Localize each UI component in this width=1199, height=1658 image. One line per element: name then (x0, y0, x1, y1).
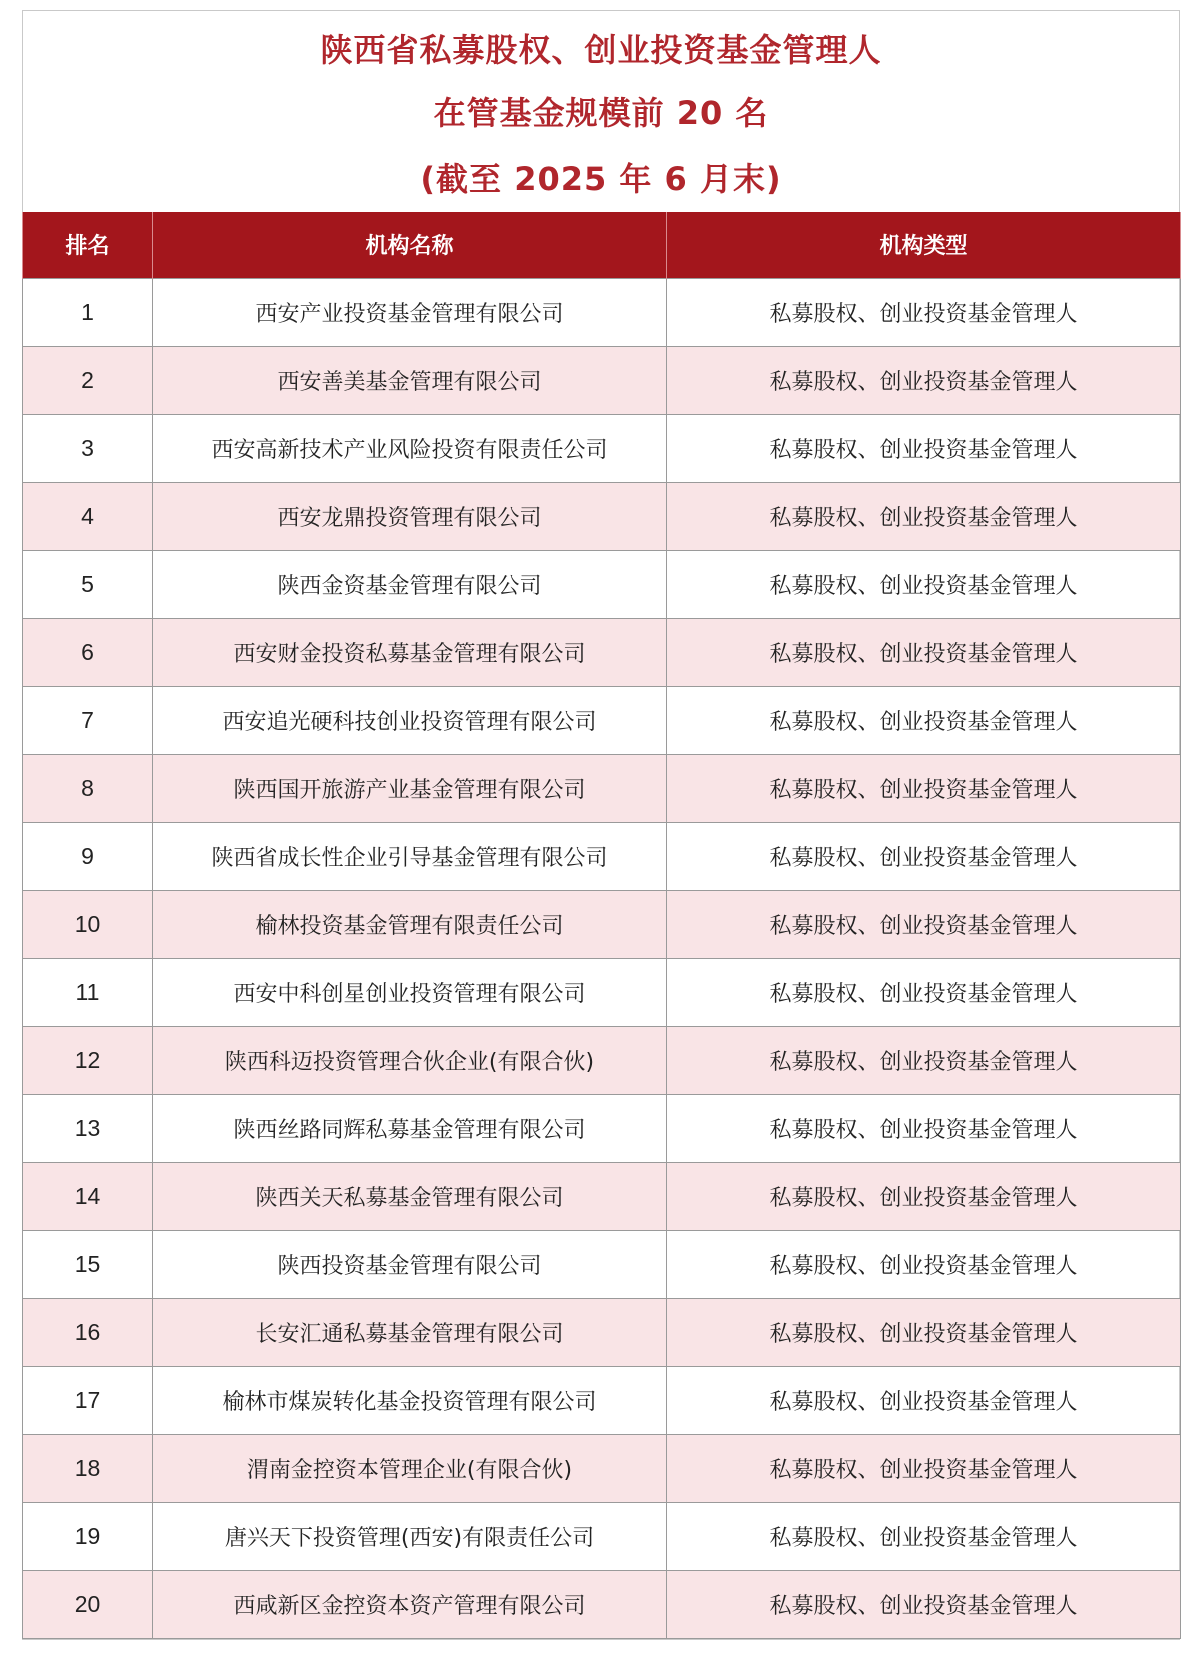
table-row (23, 1434, 1181, 1502)
name-cell: 西安善美基金管理有限公司 (153, 346, 667, 414)
type-cell: 私募股权、创业投资基金管理人 (667, 618, 1181, 686)
rank-cell: 8 (23, 754, 153, 822)
type-cell: 私募股权、创业投资基金管理人 (667, 1502, 1181, 1570)
table-row (23, 1366, 1181, 1434)
name-cell: 唐兴天下投资管理(西安)有限责任公司 (153, 1502, 667, 1570)
type-cell: 私募股权、创业投资基金管理人 (667, 1026, 1181, 1094)
type-cell: 私募股权、创业投资基金管理人 (667, 1434, 1181, 1502)
rank-cell: 19 (23, 1502, 153, 1570)
name-cell: 西安财金投资私募基金管理有限公司 (153, 618, 667, 686)
page-subtitle: 在管基金规模前 20 名 (433, 94, 769, 132)
name-cell: 陕西国开旅游产业基金管理有限公司 (153, 754, 667, 822)
table-row (23, 1094, 1181, 1162)
table-body (23, 278, 1181, 1638)
rank-cell: 6 (23, 618, 153, 686)
type-cell: 私募股权、创业投资基金管理人 (667, 1094, 1181, 1162)
name-cell: 西安高新技术产业风险投资有限责任公司 (153, 414, 667, 482)
name-cell: 陕西丝路同辉私募基金管理有限公司 (153, 1094, 667, 1162)
rank-cell: 4 (23, 482, 153, 550)
type-cell: 私募股权、创业投资基金管理人 (667, 346, 1181, 414)
type-cell: 私募股权、创业投资基金管理人 (667, 1298, 1181, 1366)
header-row (23, 212, 1181, 278)
name-cell: 西咸新区金控资本资产管理有限公司 (153, 1570, 667, 1638)
table-row (23, 754, 1181, 822)
rank-cell: 12 (23, 1026, 153, 1094)
type-cell: 私募股权、创业投资基金管理人 (667, 278, 1181, 346)
table-row (23, 1230, 1181, 1298)
table-row (23, 414, 1181, 482)
type-cell: 私募股权、创业投资基金管理人 (667, 822, 1181, 890)
table-row (23, 618, 1181, 686)
name-cell: 榆林投资基金管理有限责任公司 (153, 890, 667, 958)
name-cell: 西安中科创星创业投资管理有限公司 (153, 958, 667, 1026)
name-cell: 渭南金控资本管理企业(有限合伙) (153, 1434, 667, 1502)
date-note: (截至 2025 年 6 月末) (420, 160, 782, 198)
type-cell: 私募股权、创业投资基金管理人 (667, 754, 1181, 822)
rank-cell: 10 (23, 890, 153, 958)
type-cell: 私募股权、创业投资基金管理人 (667, 1570, 1181, 1638)
type-cell: 私募股权、创业投资基金管理人 (667, 550, 1181, 618)
type-cell: 私募股权、创业投资基金管理人 (667, 482, 1181, 550)
table-row (23, 822, 1181, 890)
name-cell: 长安汇通私募基金管理有限公司 (153, 1298, 667, 1366)
table-row (23, 1298, 1181, 1366)
rank-cell: 2 (23, 346, 153, 414)
type-cell: 私募股权、创业投资基金管理人 (667, 686, 1181, 754)
rank-cell: 5 (23, 550, 153, 618)
table-row (23, 482, 1181, 550)
table-row (23, 1502, 1181, 1570)
name-cell: 陕西关天私募基金管理有限公司 (153, 1162, 667, 1230)
type-cell: 私募股权、创业投资基金管理人 (667, 958, 1181, 1026)
rank-cell: 17 (23, 1366, 153, 1434)
type-cell: 私募股权、创业投资基金管理人 (667, 1230, 1181, 1298)
name-cell: 西安龙鼎投资管理有限公司 (153, 482, 667, 550)
table-row (23, 686, 1181, 754)
rank-cell: 16 (23, 1298, 153, 1366)
table-row (23, 278, 1181, 346)
name-cell: 榆林市煤炭转化基金投资管理有限公司 (153, 1366, 667, 1434)
header-name: 机构名称 (153, 212, 667, 278)
rank-cell: 7 (23, 686, 153, 754)
name-cell: 陕西投资基金管理有限公司 (153, 1230, 667, 1298)
page-title: 陕西省私募股权、创业投资基金管理人 (320, 31, 882, 69)
table-row (23, 958, 1181, 1026)
type-cell: 私募股权、创业投资基金管理人 (667, 1162, 1181, 1230)
name-cell: 西安产业投资基金管理有限公司 (153, 278, 667, 346)
table-row (23, 1026, 1181, 1094)
title-block (22, 10, 1180, 210)
rank-cell: 1 (23, 278, 153, 346)
table-row (23, 1570, 1181, 1638)
header-type: 机构类型 (667, 212, 1181, 278)
table-row (23, 1162, 1181, 1230)
rank-cell: 11 (23, 958, 153, 1026)
table-row (23, 890, 1181, 958)
rank-cell: 18 (23, 1434, 153, 1502)
type-cell: 私募股权、创业投资基金管理人 (667, 414, 1181, 482)
name-cell: 陕西省成长性企业引导基金管理有限公司 (153, 822, 667, 890)
table-header (23, 212, 1181, 278)
rank-cell: 3 (23, 414, 153, 482)
type-cell: 私募股权、创业投资基金管理人 (667, 890, 1181, 958)
table-row (23, 346, 1181, 414)
rank-cell: 20 (23, 1570, 153, 1638)
rank-cell: 9 (23, 822, 153, 890)
type-cell: 私募股权、创业投资基金管理人 (667, 1366, 1181, 1434)
rank-cell: 14 (23, 1162, 153, 1230)
header-rank: 排名 (23, 212, 153, 278)
rank-cell: 13 (23, 1094, 153, 1162)
name-cell: 西安追光硬科技创业投资管理有限公司 (153, 686, 667, 754)
name-cell: 陕西科迈投资管理合伙企业(有限合伙) (153, 1026, 667, 1094)
name-cell: 陕西金资基金管理有限公司 (153, 550, 667, 618)
rank-cell: 15 (23, 1230, 153, 1298)
table-row (23, 550, 1181, 618)
ranking-table (22, 212, 1181, 1639)
